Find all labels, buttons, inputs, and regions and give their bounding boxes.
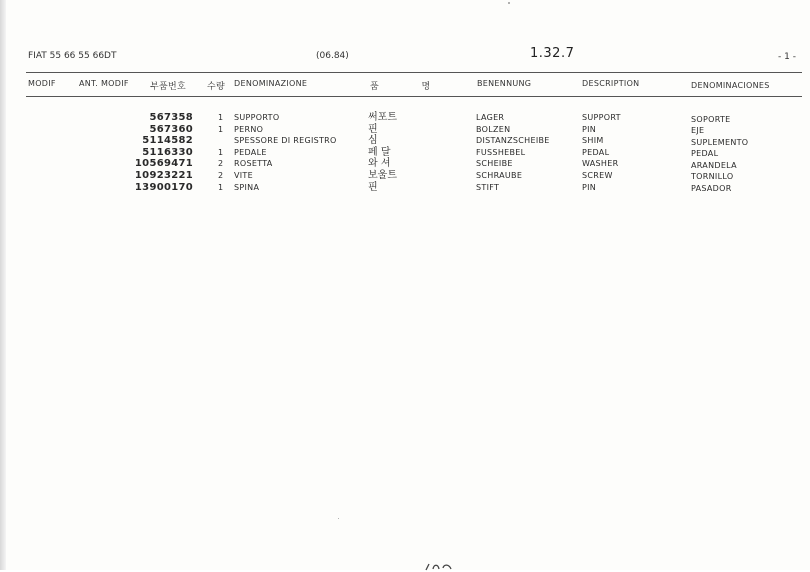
scan-speck bbox=[338, 518, 339, 519]
name-spanish: PEDAL bbox=[691, 149, 719, 159]
section-number: 1.32.7 bbox=[530, 46, 575, 61]
table-row bbox=[0, 135, 810, 147]
parts-table bbox=[0, 112, 810, 193]
name-korean: 써포트 bbox=[368, 112, 397, 123]
name-german: BOLZEN bbox=[476, 124, 511, 134]
col-modif: MODIF bbox=[28, 79, 56, 88]
quantity: 1 bbox=[218, 113, 224, 122]
quantity: 2 bbox=[218, 159, 224, 169]
part-number: 567360 bbox=[149, 123, 193, 135]
name-italian: PEDALE bbox=[234, 147, 267, 157]
quantity: 1 bbox=[218, 182, 224, 192]
name-italian: SUPPORTO bbox=[234, 113, 280, 122]
handwritten-mark bbox=[424, 560, 454, 572]
name-korean: 핀 bbox=[368, 123, 378, 135]
part-number: 5116330 bbox=[142, 146, 193, 158]
table-row bbox=[0, 124, 810, 136]
name-german: DISTANZSCHEIBE bbox=[476, 136, 550, 146]
col-description: DESCRIPTION bbox=[582, 79, 640, 88]
name-korean: 보울트 bbox=[368, 169, 397, 181]
part-number: 10923221 bbox=[134, 169, 193, 181]
name-english: SCREW bbox=[582, 170, 613, 180]
col-part-number-kr: 부품번호 bbox=[150, 82, 186, 92]
name-german: SCHRAUBE bbox=[476, 170, 523, 180]
name-english: PIN bbox=[582, 182, 597, 192]
col-denominazione: DENOMINAZIONE bbox=[234, 79, 308, 88]
name-german: SCHEIBE bbox=[476, 159, 513, 169]
name-english: PEDAL bbox=[582, 147, 610, 157]
name-english: WASHER bbox=[582, 159, 619, 169]
quantity: 1 bbox=[218, 124, 224, 134]
col-denominaciones: DENOMINACIONES bbox=[691, 81, 770, 90]
name-spanish: EJE bbox=[691, 126, 705, 136]
edition-date: (06.84) bbox=[316, 51, 349, 61]
name-german: LAGER bbox=[476, 113, 505, 122]
name-italian: VITE bbox=[234, 170, 253, 180]
table-row bbox=[0, 112, 810, 124]
name-italian: SPINA bbox=[234, 182, 260, 192]
name-english: SUPPORT bbox=[582, 113, 621, 122]
table-row bbox=[0, 147, 810, 159]
part-number: 13900170 bbox=[134, 181, 193, 193]
name-spanish: SOPORTE bbox=[691, 114, 731, 124]
quantity: 2 bbox=[218, 170, 224, 180]
name-english: SHIM bbox=[582, 136, 604, 146]
scan-edge bbox=[0, 0, 6, 570]
scan-speck bbox=[508, 2, 510, 4]
page-marker: - 1 - bbox=[778, 52, 796, 62]
name-korean: 페 달 bbox=[368, 146, 391, 158]
name-spanish: TORNILLO bbox=[691, 172, 734, 182]
part-number: 5114582 bbox=[142, 135, 193, 147]
table-row bbox=[0, 170, 810, 182]
header-rule-bottom bbox=[26, 96, 802, 97]
name-italian: SPESSORE DI REGISTRO bbox=[234, 136, 337, 146]
col-quantity-kr: 수량 bbox=[207, 82, 225, 92]
part-number: 10569471 bbox=[134, 158, 193, 170]
name-spanish: PASADOR bbox=[691, 184, 732, 194]
name-spanish: SUPLEMENTO bbox=[691, 137, 749, 147]
header-rule-top bbox=[26, 72, 802, 73]
table-row bbox=[0, 158, 810, 170]
name-german: FUSSHEBEL bbox=[476, 147, 526, 157]
table-row bbox=[0, 182, 810, 194]
col-benennung: BENENNUNG bbox=[477, 79, 532, 88]
name-korean: 핀 bbox=[368, 181, 378, 193]
name-korean: 와 셔 bbox=[368, 158, 391, 170]
name-english: PIN bbox=[582, 124, 597, 134]
col-ant-modif: ANT. MODIF bbox=[79, 79, 129, 88]
model-label: FIAT 55 66 55 66DT bbox=[28, 51, 117, 61]
name-spanish: ARANDELA bbox=[691, 160, 737, 170]
quantity: 1 bbox=[218, 147, 224, 157]
col-item-name-kr: 품 명 bbox=[370, 82, 451, 92]
name-italian: PERNO bbox=[234, 124, 264, 134]
name-german: STIFT bbox=[476, 182, 500, 192]
part-number: 567358 bbox=[149, 112, 193, 123]
name-korean: 심 bbox=[368, 135, 378, 147]
name-italian: ROSETTA bbox=[234, 159, 273, 169]
